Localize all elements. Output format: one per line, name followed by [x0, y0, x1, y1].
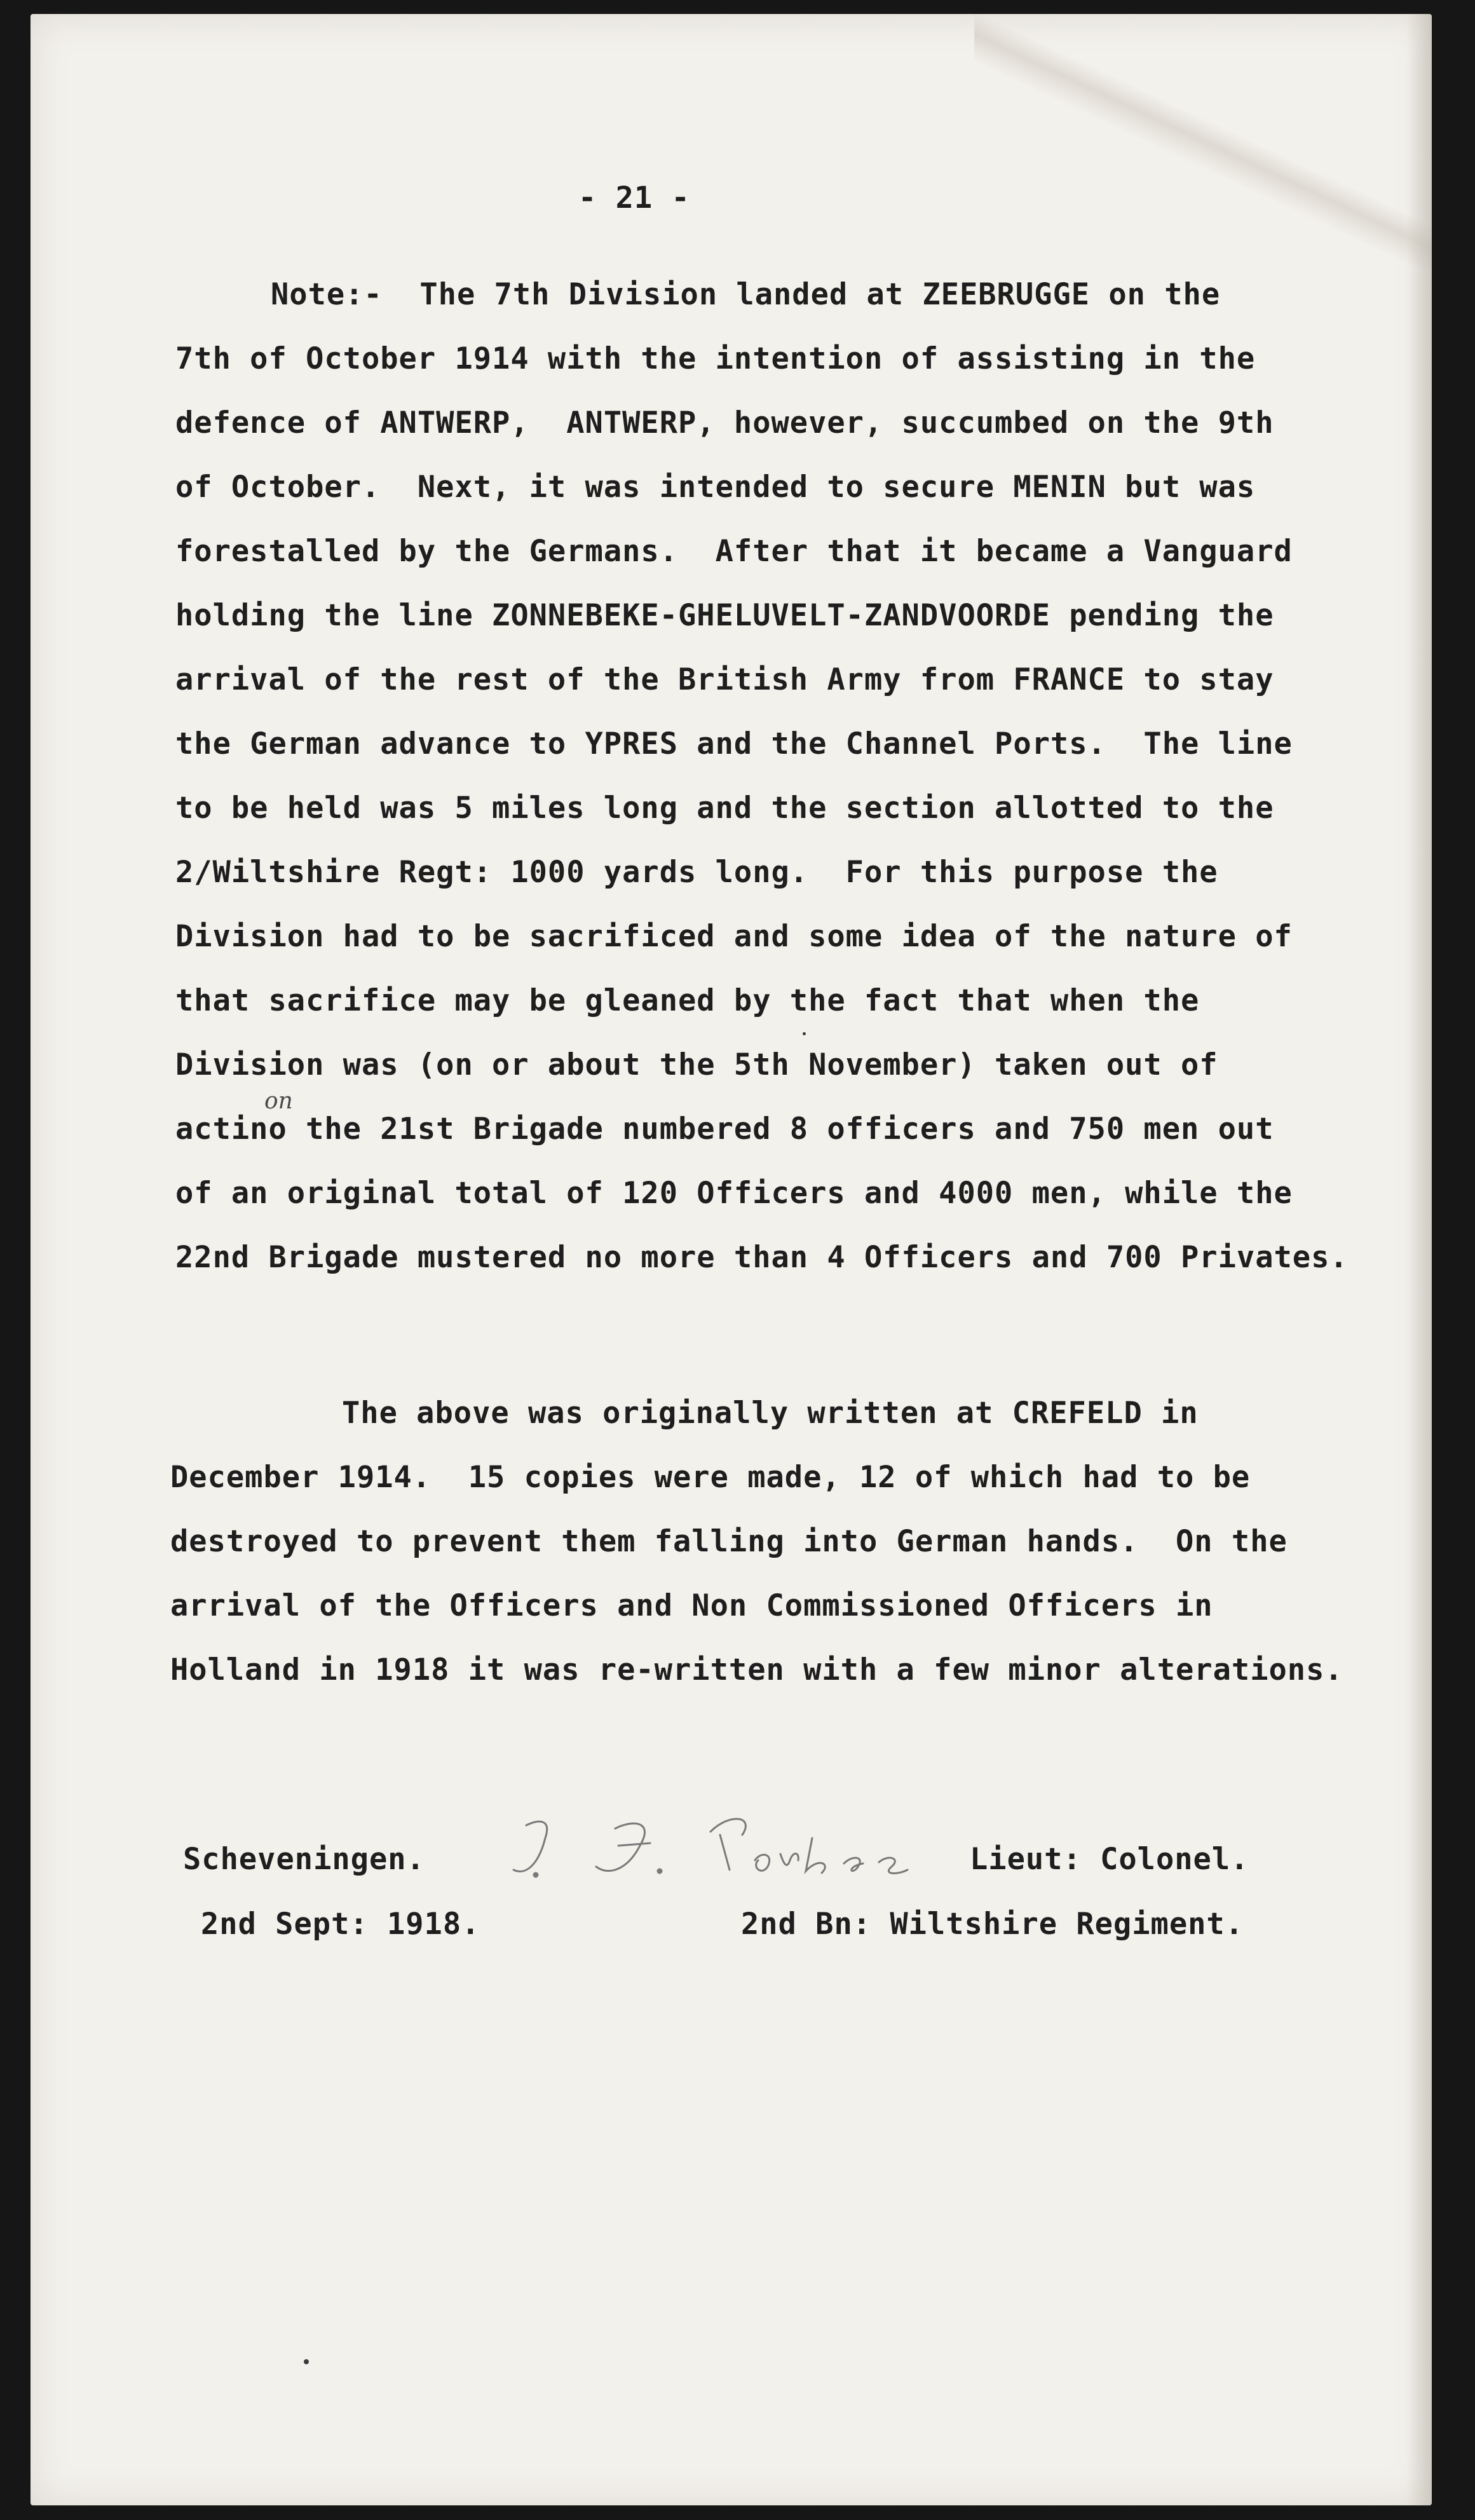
- note-line: arrival of the rest of the British Army from FRANCE to stay: [175, 662, 1274, 697]
- note-line: 2/Wiltshire Regt: 1000 yards long. For this purpose the: [175, 855, 1218, 890]
- note-line: holding the line ZONNEBEKE-GHELUVELT-ZANDVOORDE pending the: [175, 598, 1274, 633]
- note-line: actino the 21st Brigade numbered 8 officers and 750 men out: [175, 1112, 1274, 1147]
- note-block: [175, 276, 1396, 1303]
- paragraph-line: Holland in 1918 it was re-written with a few minor alterations.: [170, 1652, 1343, 1687]
- paper-edge: [1406, 14, 1432, 2505]
- note-line: 7th of October 1914 with the intention of assisting in the: [175, 341, 1256, 376]
- note-line: 22nd Brigade mustered no more than 4 Officers and 700 Privates.: [175, 1240, 1349, 1275]
- note-line: that sacrifice may be gleaned by the fact that when the: [175, 983, 1200, 1018]
- note-line: defence of ANTWERP, ANTWERP, however, succumbed on the 9th: [175, 405, 1274, 440]
- paragraph-line: arrival of the Officers and Non Commissioned Officers in: [170, 1588, 1213, 1623]
- paragraph-line: December 1914. 15 copies were made, 12 of which had to be: [170, 1460, 1251, 1495]
- note-line: forestalled by the Germans. After that it became a Vanguard: [175, 534, 1293, 569]
- paragraph-line: The above was originally written at CREFELD in: [342, 1396, 1199, 1431]
- note-line: of an original total of 120 Officers and 4000 men, while the: [175, 1176, 1293, 1211]
- note-line: Division was (on or about the 5th November) taken out of: [175, 1047, 1218, 1082]
- signoff-place: Scheveningen.: [183, 1842, 425, 1877]
- note-line: Division had to be sacrificed and some idea of the nature of: [175, 919, 1293, 954]
- signoff-rank: Lieut: Colonel.: [970, 1842, 1249, 1877]
- paper-speck: [304, 2359, 309, 2364]
- paper-fold-shadow: [974, 14, 1432, 268]
- page-number: - 21 -: [578, 180, 690, 215]
- note-line: the German advance to YPRES and the Channel Ports. The line: [175, 726, 1293, 761]
- paper-sheet: [31, 14, 1432, 2505]
- signoff-unit: 2nd Bn: Wiltshire Regiment.: [741, 1907, 1244, 1942]
- paper-speck: [803, 1032, 806, 1035]
- note-line: of October. Next, it was intended to secure MENIN but was: [175, 470, 1256, 505]
- paragraph-line: destroyed to prevent them falling into German hands. On the: [170, 1524, 1288, 1559]
- handwritten-correction: on: [264, 1088, 293, 1114]
- handwritten-signature: [501, 1800, 933, 1895]
- signoff-date: 2nd Sept: 1918.: [201, 1907, 480, 1942]
- note-line: to be held was 5 miles long and the section allotted to the: [175, 791, 1274, 826]
- closing-paragraph: [170, 1394, 1390, 1715]
- note-line: Note:- The 7th Division landed at ZEEBRUGGE on the: [271, 277, 1221, 312]
